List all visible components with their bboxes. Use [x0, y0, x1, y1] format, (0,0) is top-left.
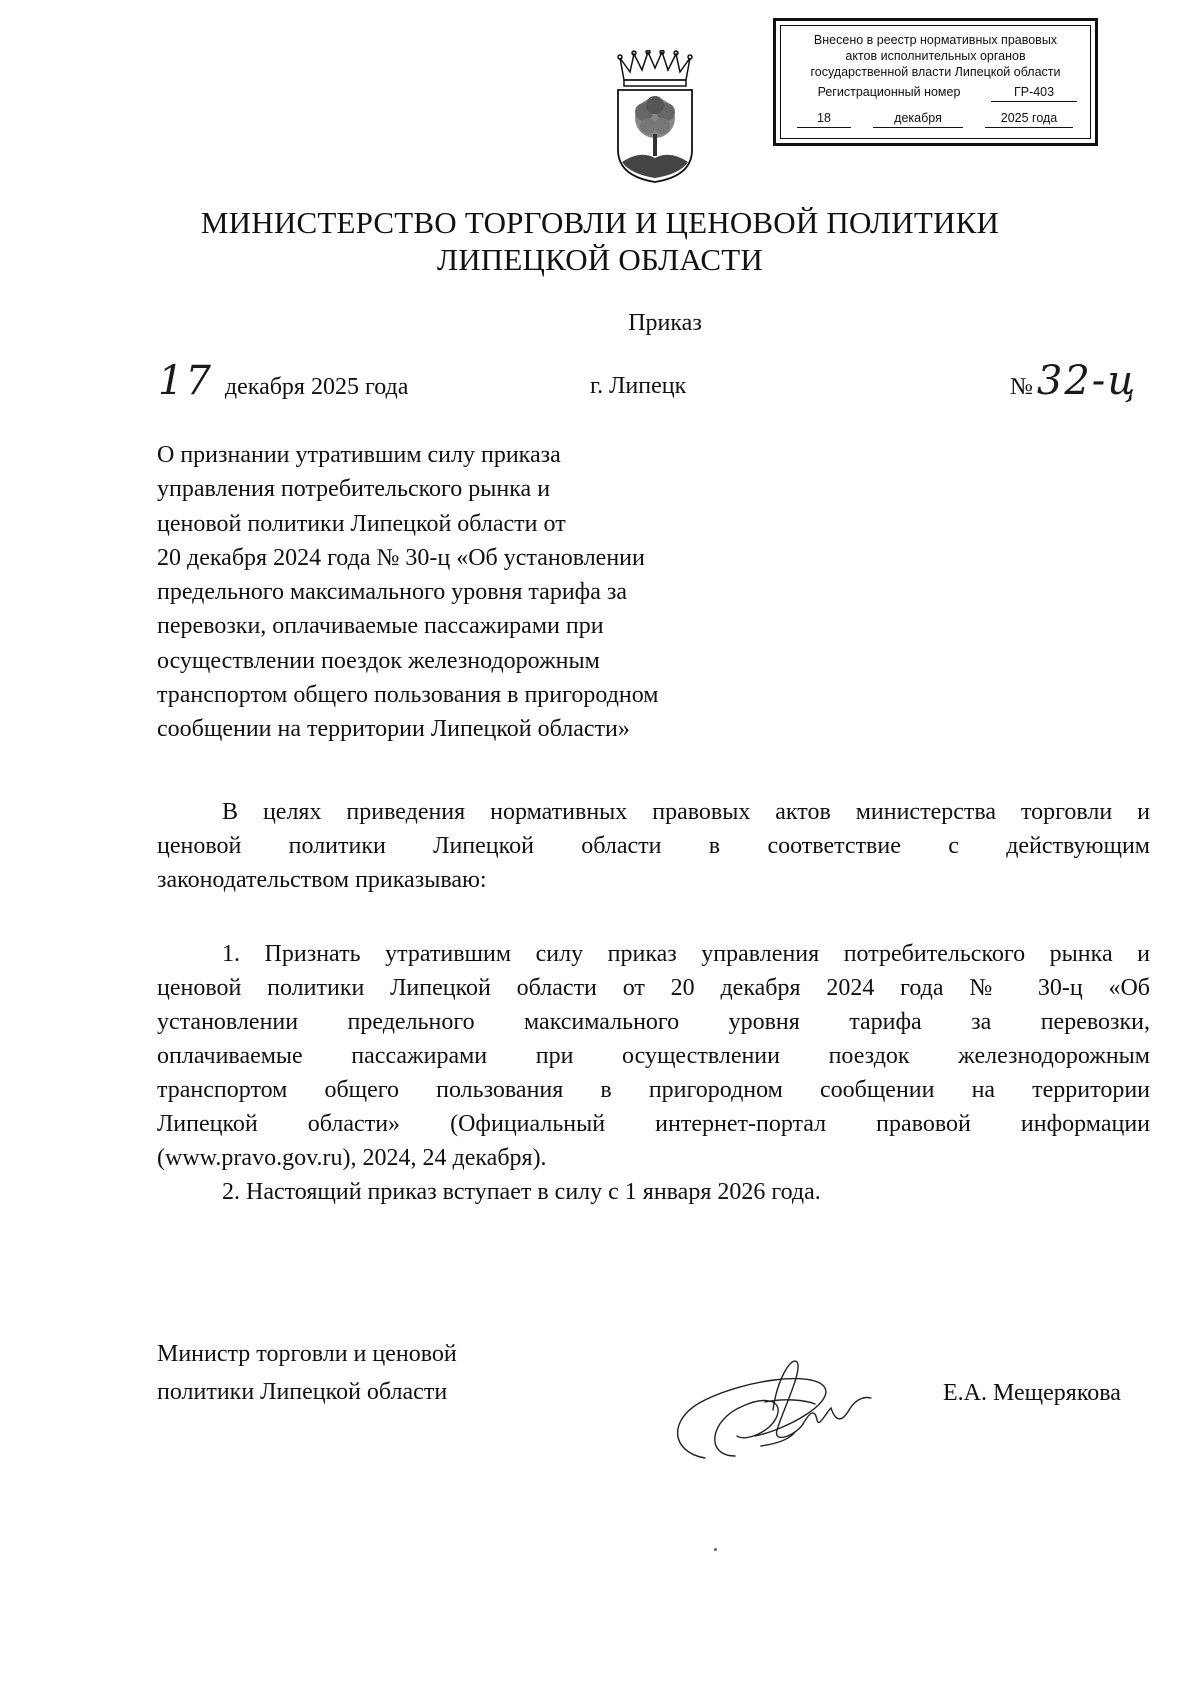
- stamp-day: 18: [797, 110, 851, 128]
- document-type: Приказ: [628, 310, 702, 336]
- stamp-year: 2025 года: [985, 110, 1073, 128]
- title-line: ценовой политики Липецкой области от: [157, 510, 566, 537]
- item-1-line: (www.pravo.gov.ru), 2024, 24 декабря).: [157, 1145, 547, 1171]
- item-1-line: транспортом общего пользования в пригородном сообщении на территории: [157, 1077, 1150, 1103]
- scan-speck: [714, 1548, 717, 1551]
- title-line: предельного максимального уровня тарифа за: [157, 579, 628, 606]
- signatory-name: Е.А. Мещерякова: [943, 1380, 1121, 1406]
- title-line: транспортом общего пользования в пригородном: [157, 682, 659, 709]
- stamp-line-3: государственной власти Липецкой области: [810, 65, 1061, 79]
- stamp-line-2: актов исполнительных органов: [845, 49, 1026, 63]
- coat-of-arms-icon: [610, 50, 700, 185]
- item-1-line: оплачиваемые пассажирами при осуществлении поездок железнодорожным: [157, 1043, 1150, 1069]
- title-line: осуществлении поездок железнодорожным: [157, 647, 600, 674]
- ministry-name-line-2: ЛИПЕЦКОЙ ОБЛАСТИ: [436, 242, 764, 277]
- stamp-line-1: Внесено в реестр нормативных правовых: [813, 33, 1058, 47]
- preamble-line: В целях приведения нормативных правовых актов министерства торговли и: [222, 799, 1150, 825]
- title-line: 20 декабря 2024 года № 30-ц «Об установлении: [157, 544, 645, 571]
- document-number: [1010, 358, 1137, 404]
- item-2-paragraph: [157, 1175, 1150, 1209]
- handwritten-signature: [665, 1340, 905, 1475]
- date-rest: декабря 2025 года: [224, 374, 409, 400]
- registration-stamp: [773, 18, 1098, 146]
- signatory-position-line-1: Министр торговли и ценовой: [157, 1341, 457, 1367]
- ministry-name-line-1: МИНИСТЕРСТВО ТОРГОВЛИ И ЦЕНОВОЙ ПОЛИТИКИ: [200, 205, 1000, 240]
- preamble-line: ценовой политики Липецкой области в соответствие с действующим: [157, 833, 1150, 859]
- number-handwritten: 32-ц: [1036, 358, 1138, 404]
- item-1-line: 1. Признать утратившим силу приказ управления потребительского рынка и: [222, 941, 1150, 967]
- date-day-handwritten: 17: [158, 358, 213, 404]
- item-1-line: Липецкой области» (Официальный интернет-портал правовой информации: [157, 1111, 1150, 1137]
- title-line: О признании утратившим силу приказа: [157, 442, 561, 468]
- item-1-paragraph: [157, 937, 1150, 1175]
- title-line: перевозки, оплачиваемые пассажирами при: [157, 613, 604, 640]
- stamp-month: декабря: [873, 110, 963, 128]
- item-1-line: ценовой политики Липецкой области от 20 декабря 2024 года № 30-ц «Об: [157, 975, 1150, 1001]
- order-title: [157, 438, 797, 747]
- stamp-reg-number: ГР-403: [991, 84, 1077, 102]
- item-2-line: 2. Настоящий приказ вступает в силу с 1 января 2026 года.: [222, 1179, 821, 1205]
- title-line: управления потребительского рынка и: [157, 476, 551, 503]
- signatory-position-line-2: политики Липецкой области: [157, 1379, 448, 1405]
- item-1-line: установлении предельного максимального уровня тарифа за перевозки,: [157, 1009, 1150, 1035]
- preamble-line: законодательством приказываю:: [157, 867, 487, 893]
- number-sign: №: [1010, 374, 1033, 400]
- title-line: сообщении на территории Липецкой области»: [157, 716, 630, 743]
- stamp-reg-label: Регистрационный номер: [817, 85, 961, 99]
- preamble-paragraph: [157, 795, 1150, 897]
- document-city: г. Липецк: [590, 373, 687, 399]
- signatory-position: [157, 1335, 457, 1411]
- document-date: [158, 358, 408, 404]
